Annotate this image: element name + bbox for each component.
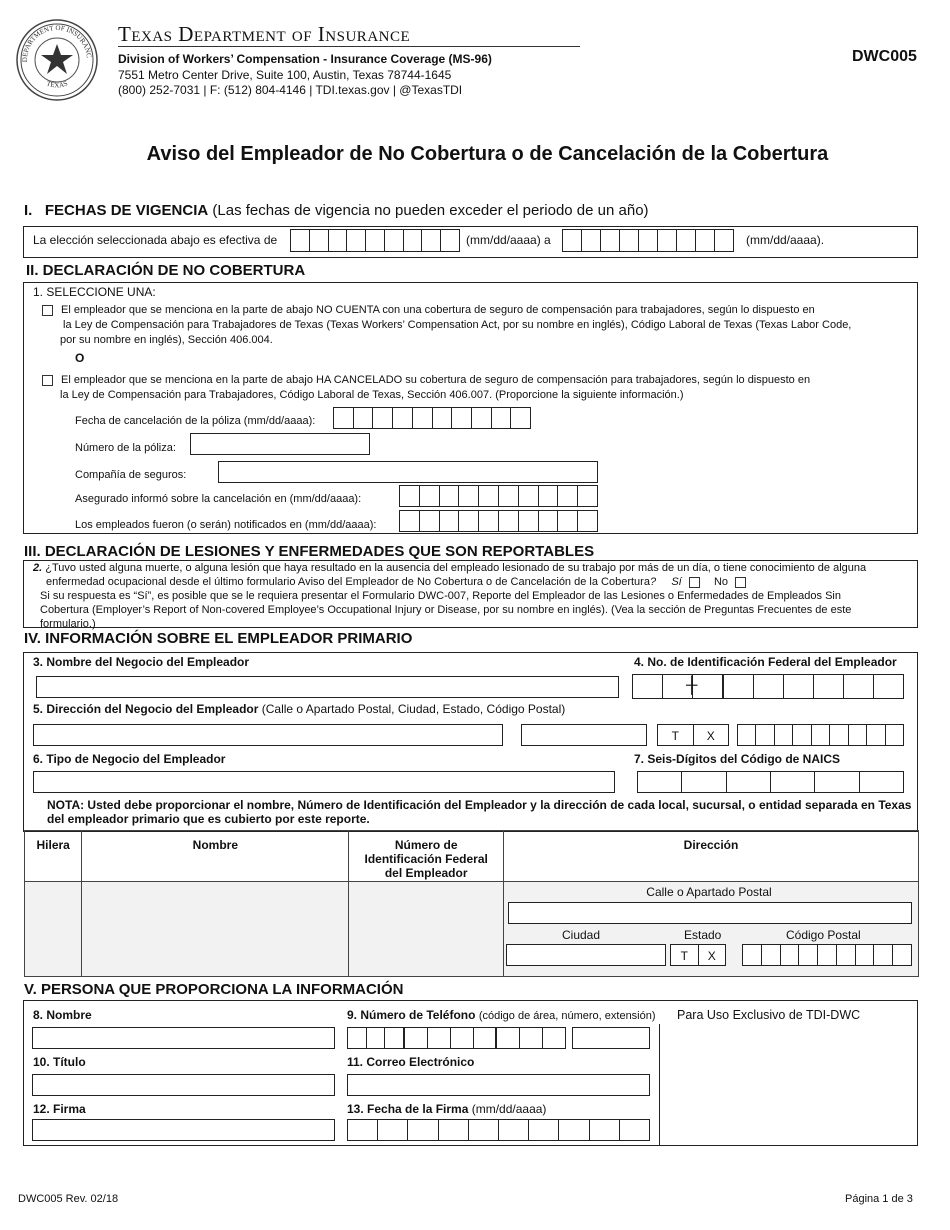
row-name-cell[interactable] <box>82 882 349 977</box>
form-id: DWC005 <box>852 48 917 65</box>
fein-input[interactable] <box>632 674 904 699</box>
policy-number-label: Número de la póliza: <box>75 442 176 454</box>
no-coverage-checkbox[interactable] <box>42 305 53 316</box>
header-rule <box>118 46 580 47</box>
person-name-input[interactable] <box>32 1027 335 1049</box>
name-label: 8. Nombre <box>33 1008 92 1022</box>
svg-text:TEXAS <box>45 79 69 89</box>
reportable-question: 2. ¿Tuvo usted alguna muerte, o alguna lesión que haya resultado en la ausencia del empleado lesionado de su trabajo por más de un día, o tiene conocimiento de alguna enfermedad ocupacional desde el último formulario Aviso del Empleador de No Cobertura o de Cancelación de la Cobertura? Sí No Si su respuesta es “Sí”, es posible que se le requiera presentar el Formulario DWC-007, Reporte del Empleador de las Lesiones o Enfermedades de Empleados Sin Cobertura (Employer’s Report of Non-covered Employee’s Occupational Injury or Disease, por su nombre en inglés). (Vea la sección de Preguntas Frecuentes de este formulario.) <box>33 562 867 630</box>
effective-from-date[interactable] <box>290 229 460 252</box>
state-field: T X <box>657 724 729 746</box>
select-one-label: 1. SELECCIONE UNA: <box>33 285 156 299</box>
state-sub-label: Estado <box>684 928 722 942</box>
signature-date-input[interactable] <box>347 1119 650 1141</box>
location-street-input[interactable] <box>508 902 912 924</box>
employees-notified-date[interactable] <box>399 510 598 532</box>
business-type-label: 6. Tipo de Negocio del Empleador <box>33 752 226 766</box>
fein-dash: ┼ <box>686 677 698 694</box>
person-title-input[interactable] <box>32 1074 335 1096</box>
locations-table <box>24 830 919 977</box>
or-separator: O <box>75 351 85 365</box>
effective-from-format: (mm/dd/aaaa) a <box>466 233 551 247</box>
insurer-label: Compañía de seguros: <box>75 469 187 481</box>
cancel-date-label: Fecha de cancelación de la póliza (mm/dd/aaaa): <box>75 415 316 427</box>
employees-notified-label: Los empleados fueron (o serán) notificados en (mm/dd/aaaa): <box>75 519 377 531</box>
business-name-label: 3. Nombre del Negocio del Empleador <box>33 655 250 669</box>
option-cancelled: El empleador que se menciona en la parte de abajo HA CANCELADO su cobertura de seguro de compensación para trabajadores, según lo dispuesto en la Ley de Compensación para Trabajadores, Código Laboral de Texas, Sección 406.007. (Proporcione la siguiente información.) <box>42 373 912 403</box>
fein-label: 4. No. de Identificación Federal del Empleador <box>634 655 897 669</box>
title-label: 10. Título <box>33 1055 86 1069</box>
naics-label: 7. Seis-Dígitos del Código de NAICS <box>634 752 841 766</box>
signature-input[interactable] <box>32 1119 335 1141</box>
seal-text-bottom: TEXAS <box>45 79 69 90</box>
cancelled-checkbox[interactable] <box>42 375 53 386</box>
effective-to-date[interactable] <box>562 229 734 252</box>
col-fein-header: Número de Identificación Federal del Empleador <box>349 831 504 882</box>
phone-label: 9. Número de Teléfono (código de área, número, extensión) <box>347 1008 656 1022</box>
office-use-label: Para Uso Exclusivo de TDI-DWC <box>677 1008 861 1022</box>
location-zip-input[interactable] <box>742 944 912 966</box>
seal-text-top: DEPARTMENT OF INSURANC <box>20 23 93 63</box>
tdi-seal <box>15 18 99 102</box>
policy-number-input[interactable] <box>190 433 370 455</box>
street-sub-label: Calle o Apartado Postal <box>646 885 772 899</box>
section3-heading: III. DECLARACIÓN DE LESIONES Y ENFERMEDADES QUE SON REPORTABLES <box>24 543 595 560</box>
location-note: NOTA: Usted debe proporcionar el nombre, Número de Identificación del Empleador y la dirección de cada local, sucursal, o entidad separada en Texas del empleador primario que es cubierto por este reporte. <box>47 798 912 826</box>
email-input[interactable] <box>347 1074 650 1096</box>
agency-contact: (800) 252-7031 | F: (512) 804-4146 | TDI.texas.gov | @TexasTDI <box>118 83 463 97</box>
phone-number[interactable] <box>404 1027 566 1049</box>
signature-date-label: 13. Fecha de la Firma (mm/dd/aaaa) <box>347 1102 547 1116</box>
cancel-date-field[interactable] <box>333 407 531 429</box>
zip-input[interactable] <box>737 724 904 746</box>
phone-extension[interactable] <box>572 1027 650 1049</box>
phone-area-code[interactable] <box>347 1027 404 1049</box>
page-number: Página 1 de 3 <box>845 1193 913 1205</box>
col-name-header: Nombre <box>82 831 349 882</box>
city-input[interactable] <box>521 724 647 746</box>
effective-to-format: (mm/dd/aaaa). <box>746 233 825 247</box>
col-address-header: Dirección <box>504 831 919 882</box>
insurer-input[interactable] <box>218 461 598 483</box>
city-sub-label: Ciudad <box>562 928 601 942</box>
row-address-cell <box>504 882 919 977</box>
email-label: 11. Correo Electrónico <box>347 1055 475 1069</box>
signature-label: 12. Firma <box>33 1102 86 1116</box>
zip-sub-label: Código Postal <box>786 928 861 942</box>
agency-address: 7551 Metro Center Drive, Suite 100, Austin, Texas 78744-1645 <box>118 68 452 82</box>
yes-checkbox[interactable] <box>689 577 700 588</box>
agency-name: Texas Department of Insurance <box>118 22 411 46</box>
section5-heading: V. PERSONA QUE PROPORCIONA LA INFORMACIÓN <box>24 981 404 998</box>
effective-label: La elección seleccionada abajo es efectiva de <box>33 233 278 247</box>
section2-heading: II. DECLARACIÓN DE NO COBERTURA <box>26 262 306 279</box>
form-title: Aviso del Empleador de No Cobertura o de Cancelación de la Cobertura <box>146 143 829 165</box>
office-use-divider <box>659 1024 660 1146</box>
option-no-coverage: El empleador que se menciona en la parte de abajo NO CUENTA con una cobertura de seguro de compensación para trabajadores, según lo dispuesto en la Ley de Compensación para Trabajadores de Texas (Texas Workers’ Compensation Act, por su nombre en inglés), Código Laboral de Texas (Texas Labor Code, por su nombre en inglés), Sección 406.004. <box>42 303 912 348</box>
no-checkbox[interactable] <box>735 577 746 588</box>
location-state-field: T X <box>670 944 726 966</box>
revision-label: DWC005 Rev. 02/18 <box>18 1193 119 1205</box>
row-fein-cell[interactable] <box>349 882 504 977</box>
section1-heading: I. FECHAS DE VIGENCIA (Las fechas de vigencia no pueden exceder el periodo de un año) <box>24 202 649 219</box>
insured-informed-date[interactable] <box>399 485 598 507</box>
location-city-input[interactable] <box>506 944 666 966</box>
business-name-input[interactable] <box>36 676 619 698</box>
naics-input[interactable] <box>637 771 904 793</box>
col-row-header: Hilera <box>25 831 82 882</box>
row-number-cell[interactable] <box>25 882 82 977</box>
business-address-label: 5. Dirección del Negocio del Empleador (Calle o Apartado Postal, Ciudad, Estado, Código Postal) <box>33 702 566 716</box>
section4-heading: IV. INFORMACIÓN SOBRE EL EMPLEADOR PRIMARIO <box>24 630 413 647</box>
street-input[interactable] <box>33 724 503 746</box>
division-name: Division of Workers’ Compensation - Insurance Coverage (MS-96) <box>118 52 492 66</box>
insured-informed-label: Asegurado informó sobre la cancelación en (mm/dd/aaaa): <box>75 493 362 505</box>
business-type-input[interactable] <box>33 771 615 793</box>
